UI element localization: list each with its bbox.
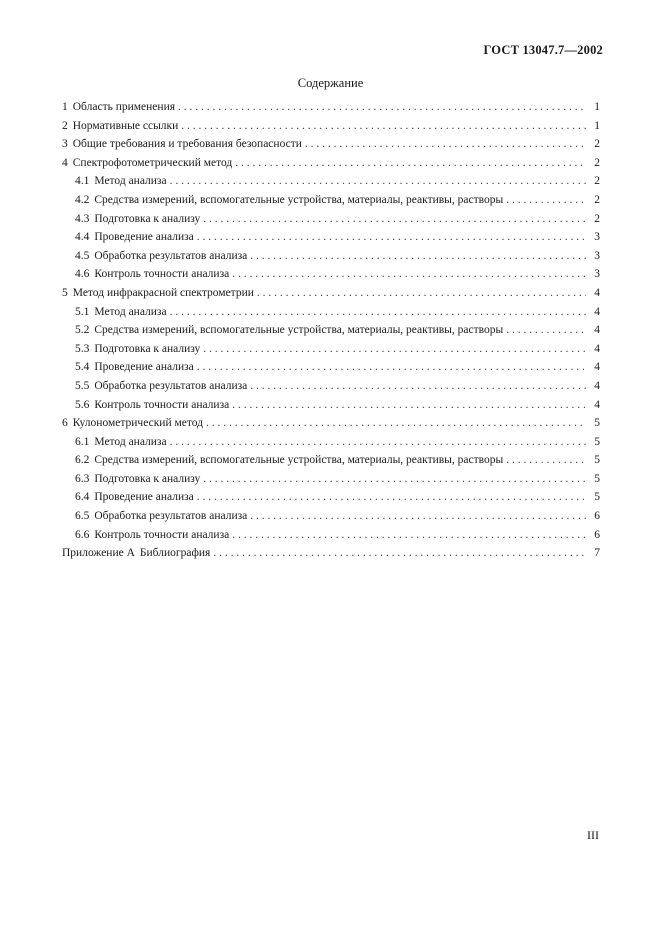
toc-entry[interactable] xyxy=(62,324,600,343)
toc-entry-page: 2 xyxy=(594,156,600,169)
toc-entry-number: 5.2 xyxy=(75,324,90,337)
toc-entry-number: 6 xyxy=(62,417,68,430)
toc-entry-title: Контроль точности анализа xyxy=(94,528,230,541)
toc-entry-title: Средства измерений, вспомогательные устройства, материалы, реактивы, растворы xyxy=(94,324,504,337)
toc-entry-page: 2 xyxy=(594,138,600,151)
toc-entry-title: Общие требования и требования безопасности xyxy=(72,138,302,151)
toc-entry-page: 3 xyxy=(594,249,600,262)
toc-entry-title: Контроль точности анализа xyxy=(94,398,230,411)
toc-title: Содержание xyxy=(297,76,364,90)
toc-leader-dots xyxy=(170,436,586,448)
toc-entry-page: 3 xyxy=(594,268,600,281)
toc-entry[interactable] xyxy=(62,399,600,418)
toc-entry-page: 2 xyxy=(594,193,600,206)
toc-entry-title: Проведение анализа xyxy=(94,361,194,374)
toc-entry-number: 5.4 xyxy=(75,361,90,374)
toc-entry-number: 6.6 xyxy=(75,528,90,541)
toc-entry[interactable] xyxy=(62,194,600,213)
toc-entry-number: 6.1 xyxy=(75,435,90,448)
toc-entry-title: Область применения xyxy=(72,101,176,113)
toc-entry-page: 2 xyxy=(594,175,600,188)
toc-leader-dots xyxy=(506,324,586,336)
toc-entry-number: 6.3 xyxy=(75,472,90,485)
toc-entry[interactable] xyxy=(62,380,600,399)
toc-entry-number: 6.4 xyxy=(75,491,90,504)
toc-entry-number: 4.2 xyxy=(75,193,90,206)
toc-entry-page: 5 xyxy=(594,417,600,430)
toc-entry[interactable] xyxy=(62,436,600,455)
toc-entry[interactable] xyxy=(62,157,600,176)
toc-leader-dots xyxy=(506,454,586,466)
toc-entry-title: Обработка результатов анализа xyxy=(94,510,248,523)
toc-entry-title: Подготовка к анализу xyxy=(94,212,201,225)
toc-entry-title: Метод анализа xyxy=(94,305,167,318)
toc-entry-page: 4 xyxy=(594,305,600,318)
toc-entry[interactable] xyxy=(62,510,600,529)
toc-leader-dots xyxy=(203,343,586,355)
toc-entry-page: 4 xyxy=(594,398,600,411)
toc-leader-dots xyxy=(203,213,586,225)
toc-leader-dots xyxy=(197,361,586,373)
toc-entry-title: Метод инфракрасной спектрометрии xyxy=(72,286,254,299)
toc-entry-title: Проведение анализа xyxy=(94,491,194,504)
toc-leader-dots xyxy=(232,399,586,411)
toc-entry-page: 4 xyxy=(594,342,600,355)
toc-entry[interactable] xyxy=(62,529,600,548)
toc-entry-page: 5 xyxy=(594,491,600,504)
toc-entry-number: 4.6 xyxy=(75,268,90,281)
page-number: III xyxy=(587,828,599,842)
toc-entry-page: 2 xyxy=(594,212,600,225)
toc-leader-dots xyxy=(197,231,586,243)
toc-entry-number: 3 xyxy=(62,138,68,151)
toc-entry[interactable] xyxy=(62,417,600,436)
toc-entry-title: Средства измерений, вспомогательные устройства, материалы, реактивы, растворы xyxy=(94,193,504,206)
toc-entry-number: 5 xyxy=(62,286,68,299)
toc-entry-page: 5 xyxy=(594,472,600,485)
toc-entry-page: 4 xyxy=(594,361,600,374)
toc-entry[interactable] xyxy=(62,213,600,232)
toc-entry-number: 6.2 xyxy=(75,454,90,467)
toc-entry-number: 4.5 xyxy=(75,249,90,262)
toc-leader-dots xyxy=(181,120,586,132)
toc-entry-number: 5.3 xyxy=(75,342,90,355)
toc-leader-dots xyxy=(170,306,586,318)
toc-entry-number: 2 xyxy=(62,119,68,132)
toc-entry[interactable] xyxy=(62,231,600,250)
toc-leader-dots xyxy=(232,268,586,280)
table-of-contents xyxy=(62,101,600,566)
toc-entry-page: 1 xyxy=(594,119,600,132)
toc-leader-dots xyxy=(203,473,586,485)
toc-leader-dots xyxy=(197,491,586,503)
toc-leader-dots xyxy=(206,417,586,429)
toc-entry[interactable] xyxy=(62,138,600,157)
toc-entry-title: Контроль точности анализа xyxy=(94,268,230,281)
toc-entry[interactable] xyxy=(62,101,600,120)
toc-entry-number: 5.1 xyxy=(75,305,90,318)
toc-entry[interactable] xyxy=(62,454,600,473)
toc-entry-number: 4.4 xyxy=(75,231,90,244)
toc-leader-dots xyxy=(506,194,586,206)
toc-entry-number: 4.1 xyxy=(75,175,90,188)
toc-entry-page: 7 xyxy=(594,547,600,560)
toc-entry-page: 5 xyxy=(594,435,600,448)
toc-entry-title: Нормативные ссылки xyxy=(72,119,179,132)
toc-entry[interactable] xyxy=(62,268,600,287)
toc-entry-title: Обработка результатов анализа xyxy=(94,249,248,262)
toc-entry-page: 4 xyxy=(594,379,600,392)
toc-entry-title: Подготовка к анализу xyxy=(94,342,201,355)
toc-entry-title: Средства измерений, вспомогательные устройства, материалы, реактивы, растворы xyxy=(94,454,504,467)
toc-leader-dots xyxy=(305,138,586,150)
toc-leader-dots xyxy=(250,510,586,522)
toc-entry-page: 1 xyxy=(594,101,600,113)
toc-entry[interactable] xyxy=(62,250,600,269)
toc-entry-title: Метод анализа xyxy=(94,435,167,448)
toc-leader-dots xyxy=(213,547,586,559)
toc-entry-number: 6.5 xyxy=(75,510,90,523)
toc-leader-dots xyxy=(178,101,586,113)
toc-entry-page: 3 xyxy=(594,231,600,244)
toc-entry-number: 5.6 xyxy=(75,398,90,411)
toc-entry-page: 4 xyxy=(594,324,600,337)
toc-entry[interactable] xyxy=(62,491,600,510)
document-code: ГОСТ 13047.7—2002 xyxy=(483,43,603,57)
toc-entry-title: Библиография xyxy=(139,547,211,560)
toc-entry[interactable] xyxy=(62,343,600,362)
toc-entry[interactable] xyxy=(62,306,600,325)
toc-entry-title: Кулонометрический метод xyxy=(72,417,204,430)
toc-entry-title: Подготовка к анализу xyxy=(94,472,201,485)
toc-entry-number: 4 xyxy=(62,156,68,169)
toc-entry-title: Проведение анализа xyxy=(94,231,194,244)
toc-entry-page: 5 xyxy=(594,454,600,467)
toc-entry[interactable] xyxy=(62,547,600,566)
toc-entry-number: 5.5 xyxy=(75,379,90,392)
toc-leader-dots xyxy=(170,175,586,187)
toc-leader-dots xyxy=(250,250,586,262)
toc-entry-title: Метод анализа xyxy=(94,175,167,188)
toc-entry[interactable] xyxy=(62,287,600,306)
toc-entry-page: 6 xyxy=(594,528,600,541)
toc-entry-title: Обработка результатов анализа xyxy=(94,379,248,392)
toc-leader-dots xyxy=(257,287,586,299)
toc-entry-title: Спектрофотометрический метод xyxy=(72,156,233,169)
toc-leader-dots xyxy=(232,529,586,541)
toc-entry-number: Приложение А xyxy=(62,547,135,560)
toc-leader-dots xyxy=(235,157,586,169)
toc-entry-page: 6 xyxy=(594,510,600,523)
toc-entry[interactable] xyxy=(62,361,600,380)
toc-entry-page: 4 xyxy=(594,286,600,299)
toc-entry[interactable] xyxy=(62,175,600,194)
toc-entry[interactable] xyxy=(62,473,600,492)
toc-entry[interactable] xyxy=(62,120,600,139)
toc-entry-number: 1 xyxy=(62,101,68,113)
toc-entry-number: 4.3 xyxy=(75,212,90,225)
toc-leader-dots xyxy=(250,380,586,392)
